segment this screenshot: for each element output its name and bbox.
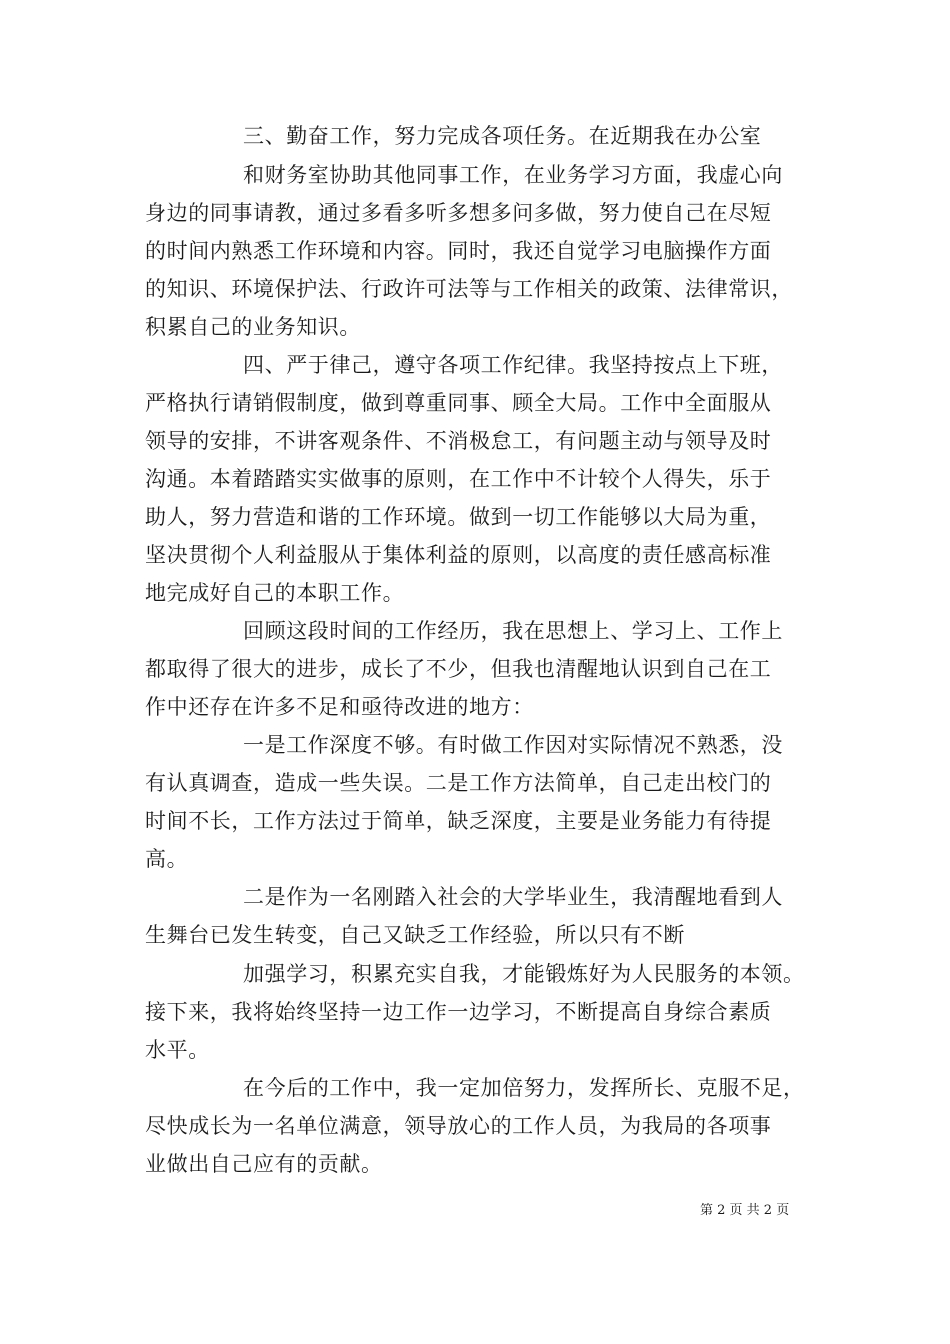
text-line: 地完成好自己的本职工作。 bbox=[145, 581, 405, 605]
text-line: 和财务室协助其他同事工作，在业务学习方面，我虚心向 bbox=[243, 163, 783, 187]
text-line: 严格执行请销假制度，做到尊重同事、顾全大局。工作中全面服从 bbox=[145, 391, 772, 415]
page-number: 第 2 页 共 2 页 bbox=[700, 1203, 790, 1218]
text-line: 坚决贯彻个人利益服从于集体利益的原则，以高度的责任感高标准 bbox=[145, 543, 772, 567]
text-line: 四、严于律己，遵守各项工作纪律。我坚持按点上下班， bbox=[243, 353, 783, 377]
text-line: 接下来，我将始终坚持一边工作一边学习，不断提高自身综合素质 bbox=[145, 1000, 772, 1024]
text-line: 尽快成长为一名单位满意，领导放心的工作人员，为我局的各项事 bbox=[145, 1114, 772, 1138]
text-line: 都取得了很大的进步，成长了不少，但我也清醒地认识到自己在工 bbox=[145, 657, 772, 681]
text-line: 作中还存在许多不足和亟待改进的地方： bbox=[145, 695, 534, 719]
text-line: 领导的安排，不讲客观条件、不消极怠工，有问题主动与领导及时 bbox=[145, 429, 772, 453]
text-line: 高。 bbox=[145, 847, 189, 871]
text-line: 积累自己的业务知识。 bbox=[145, 315, 361, 339]
text-line: 的时间内熟悉工作环境和内容。同时，我还自觉学习电脑操作方面 bbox=[145, 239, 772, 263]
text-line: 的知识、环境保护法、行政许可法等与工作相关的政策、法律常识， bbox=[145, 277, 793, 301]
text-line: 时间不长，工作方法过于简单，缺乏深度，主要是业务能力有待提 bbox=[145, 809, 772, 833]
text-line: 沟通。本着踏踏实实做事的原则，在工作中不计较个人得失，乐于 bbox=[145, 467, 772, 491]
text-line: 加强学习，积累充实自我，才能锻炼好为人民服务的本领。 bbox=[243, 962, 805, 986]
text-line: 在今后的工作中，我一定加倍努力，发挥所长、克服不足， bbox=[243, 1076, 805, 1100]
text-line: 生舞台已发生转变，自己又缺乏工作经验，所以只有不断 bbox=[145, 923, 685, 947]
text-line: 有认真调查，造成一些失误。二是工作方法简单，自己走出校门的 bbox=[145, 771, 772, 795]
text-line: 助人，努力营造和谐的工作环境。做到一切工作能够以大局为重， bbox=[145, 505, 772, 529]
text-line: 身边的同事请教，通过多看多听多想多问多做，努力使自己在尽短 bbox=[145, 201, 772, 225]
text-line: 业做出自己应有的贡献。 bbox=[145, 1152, 383, 1176]
text-line: 一是工作深度不够。有时做工作因对实际情况不熟悉，没 bbox=[243, 733, 783, 757]
text-line: 二是作为一名刚踏入社会的大学毕业生，我清醒地看到人 bbox=[243, 885, 783, 909]
text-line: 三、勤奋工作，努力完成各项任务。在近期我在办公室 bbox=[243, 124, 762, 148]
text-line: 回顾这段时间的工作经历，我在思想上、学习上、工作上 bbox=[243, 619, 783, 643]
text-line: 水平。 bbox=[145, 1038, 210, 1062]
